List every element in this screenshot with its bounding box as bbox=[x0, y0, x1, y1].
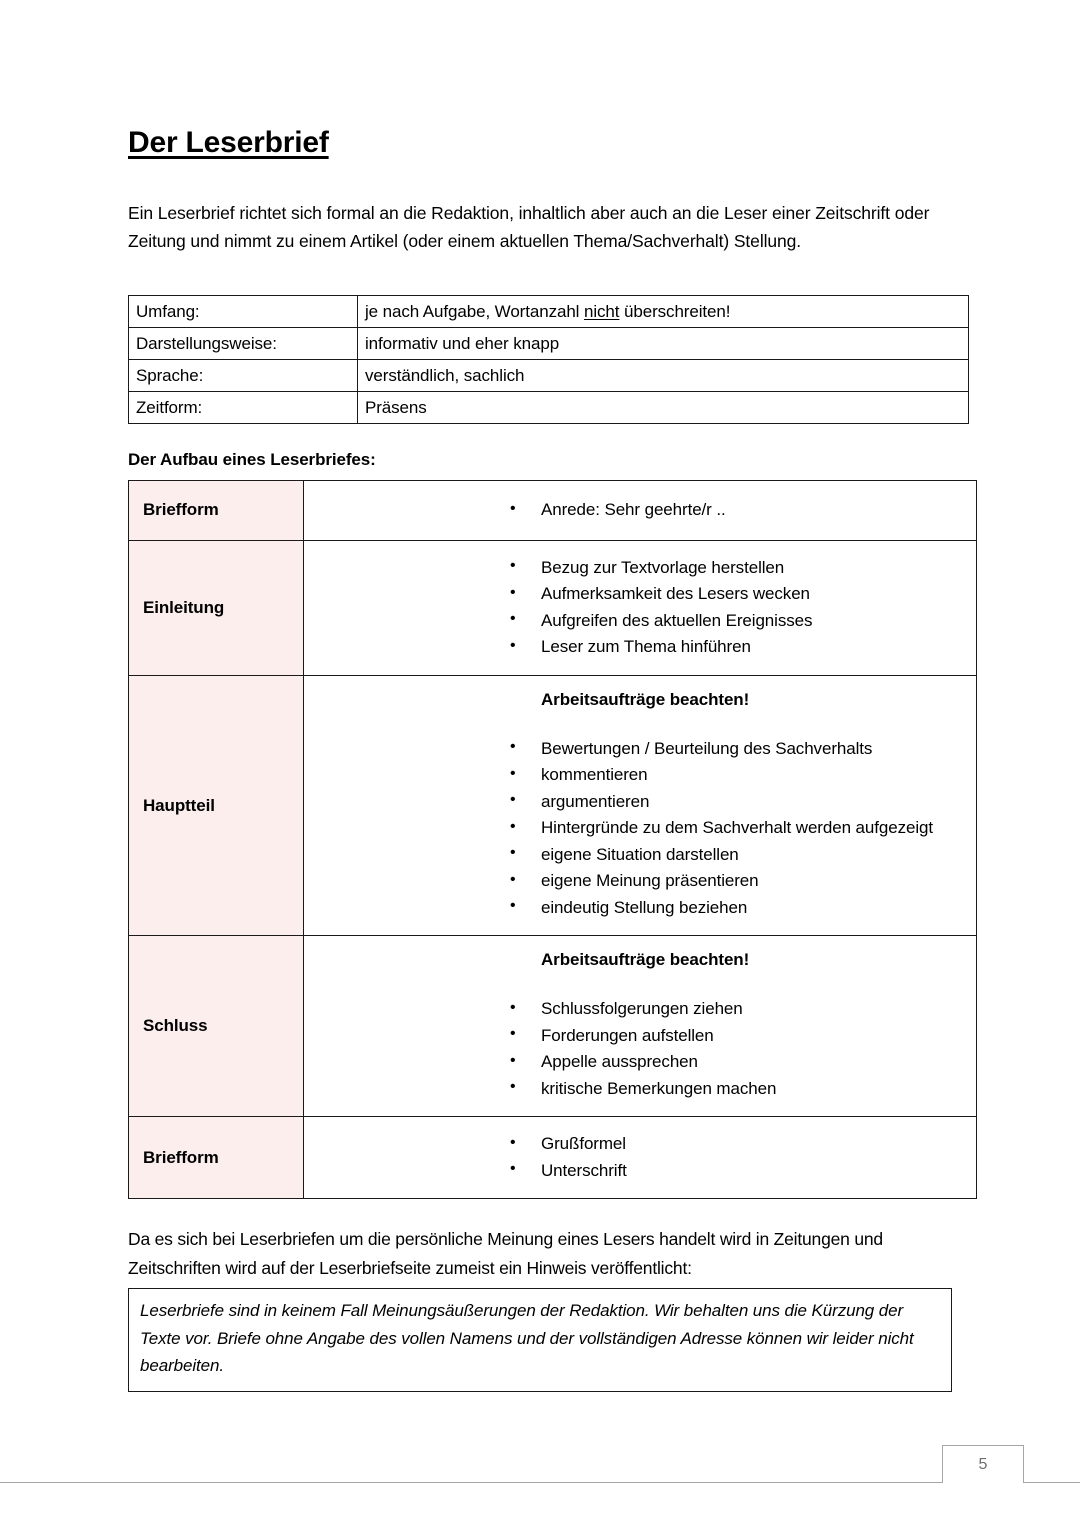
properties-table-body bbox=[129, 296, 969, 424]
list-item: • Aufgreifen des aktuellen Ereignisses bbox=[304, 608, 968, 635]
structure-part-name: Einleitung bbox=[129, 540, 304, 675]
table-row bbox=[129, 540, 977, 675]
table-row bbox=[129, 936, 977, 1117]
table-row bbox=[129, 392, 969, 424]
list-item: • eindeutig Stellung beziehen bbox=[304, 895, 968, 922]
list-item: • Grußformel bbox=[304, 1131, 968, 1158]
page-title: Der Leserbrief bbox=[128, 126, 329, 159]
list-item: • kommentieren bbox=[304, 762, 968, 789]
closing-paragraph: Da es sich bei Leserbriefen um die persönliche Meinung eines Lesers handelt wird in Zeitungen und Zeitschriften wird auf der Leserbriefseite zumeist ein Hinweis veröffentlicht: bbox=[128, 1229, 883, 1278]
list-item: • eigene Meinung präsentieren bbox=[304, 868, 968, 895]
bullet-list bbox=[304, 497, 968, 524]
editorial-notice-box bbox=[128, 1288, 952, 1392]
list-item: • Appelle aussprechen bbox=[304, 1049, 968, 1076]
list-item: • Hintergründe zu dem Sachverhalt werden aufgezeigt bbox=[304, 815, 968, 842]
structure-part-body bbox=[304, 540, 977, 675]
structure-table-body bbox=[129, 481, 977, 1199]
list-item: • argumentieren bbox=[304, 789, 968, 816]
property-value: informativ und eher knapp bbox=[358, 328, 969, 360]
property-value: verständlich, sachlich bbox=[358, 360, 969, 392]
property-label: Umfang: bbox=[129, 296, 358, 328]
value-text-before: je nach Aufgabe, Wortanzahl bbox=[365, 302, 584, 322]
footer-rule-right bbox=[1024, 1482, 1080, 1483]
properties-table bbox=[128, 295, 969, 424]
structure-part-name: Briefform bbox=[129, 481, 304, 541]
value-text-underlined: nicht bbox=[583, 302, 620, 322]
property-label: Darstellungsweise: bbox=[129, 328, 358, 360]
list-item: • Leser zum Thema hinführen bbox=[304, 634, 968, 661]
list-item: • Unterschrift bbox=[304, 1158, 968, 1185]
property-label: Zeitform: bbox=[129, 392, 358, 424]
table-row bbox=[129, 296, 969, 328]
table-row bbox=[129, 328, 969, 360]
list-item: • Schlussfolgerungen ziehen bbox=[304, 996, 968, 1023]
table-row bbox=[129, 360, 969, 392]
task-reminder-note: Arbeitsaufträge beachten! bbox=[541, 950, 750, 970]
page-content bbox=[128, 0, 952, 1392]
structure-section-heading: Der Aufbau eines Leserbriefes: bbox=[128, 450, 376, 470]
structure-part-body bbox=[304, 1117, 977, 1199]
list-item: • Bewertungen / Beurteilung des Sachverhalts bbox=[304, 736, 968, 763]
page-number: 5 bbox=[942, 1445, 1024, 1483]
table-row bbox=[129, 1117, 977, 1199]
structure-table bbox=[128, 480, 977, 1199]
list-item: • kritische Bemerkungen machen bbox=[304, 1076, 968, 1103]
property-label: Sprache: bbox=[129, 360, 358, 392]
structure-part-body bbox=[304, 481, 977, 541]
list-item: • Forderungen aufstellen bbox=[304, 1023, 968, 1050]
editorial-notice-text: Leserbriefe sind in keinem Fall Meinungsäußerungen der Redaktion. Wir behalten uns die Kürzung der Texte vor. Briefe ohne Angabe des vollen Namens und der vollständigen Adresse können wir leider nicht bearbeiten. bbox=[140, 1301, 914, 1376]
property-value bbox=[358, 296, 969, 328]
structure-part-name: Hauptteil bbox=[129, 675, 304, 936]
structure-part-body bbox=[304, 675, 977, 936]
list-item: • Aufmerksamkeit des Lesers wecken bbox=[304, 581, 968, 608]
bullet-list bbox=[304, 555, 968, 661]
footer-rule-left bbox=[0, 1482, 942, 1483]
structure-part-body bbox=[304, 936, 977, 1117]
bullet-list bbox=[304, 996, 968, 1102]
table-row bbox=[129, 675, 977, 936]
structure-part-name: Schluss bbox=[129, 936, 304, 1117]
structure-part-name: Briefform bbox=[129, 1117, 304, 1199]
property-value: Präsens bbox=[358, 392, 969, 424]
bullet-list bbox=[304, 1131, 968, 1184]
page-footer bbox=[0, 1443, 1080, 1483]
value-text-after: überschreiten! bbox=[619, 302, 731, 322]
list-item: • Anrede: Sehr geehrte/r .. bbox=[304, 497, 968, 524]
task-reminder-note: Arbeitsaufträge beachten! bbox=[541, 689, 750, 709]
table-row bbox=[129, 481, 977, 541]
intro-paragraph: Ein Leserbrief richtet sich formal an die Redaktion, inhaltlich aber auch an die Leser einer Zeitschrift oder Zeitung und nimmt zu einem Artikel (oder einem aktuellen Thema/Sachverhalt) Stellung. bbox=[128, 202, 930, 251]
list-item: • Bezug zur Textvorlage herstellen bbox=[304, 555, 968, 582]
bullet-list bbox=[304, 736, 968, 922]
list-item: • eigene Situation darstellen bbox=[304, 842, 968, 869]
